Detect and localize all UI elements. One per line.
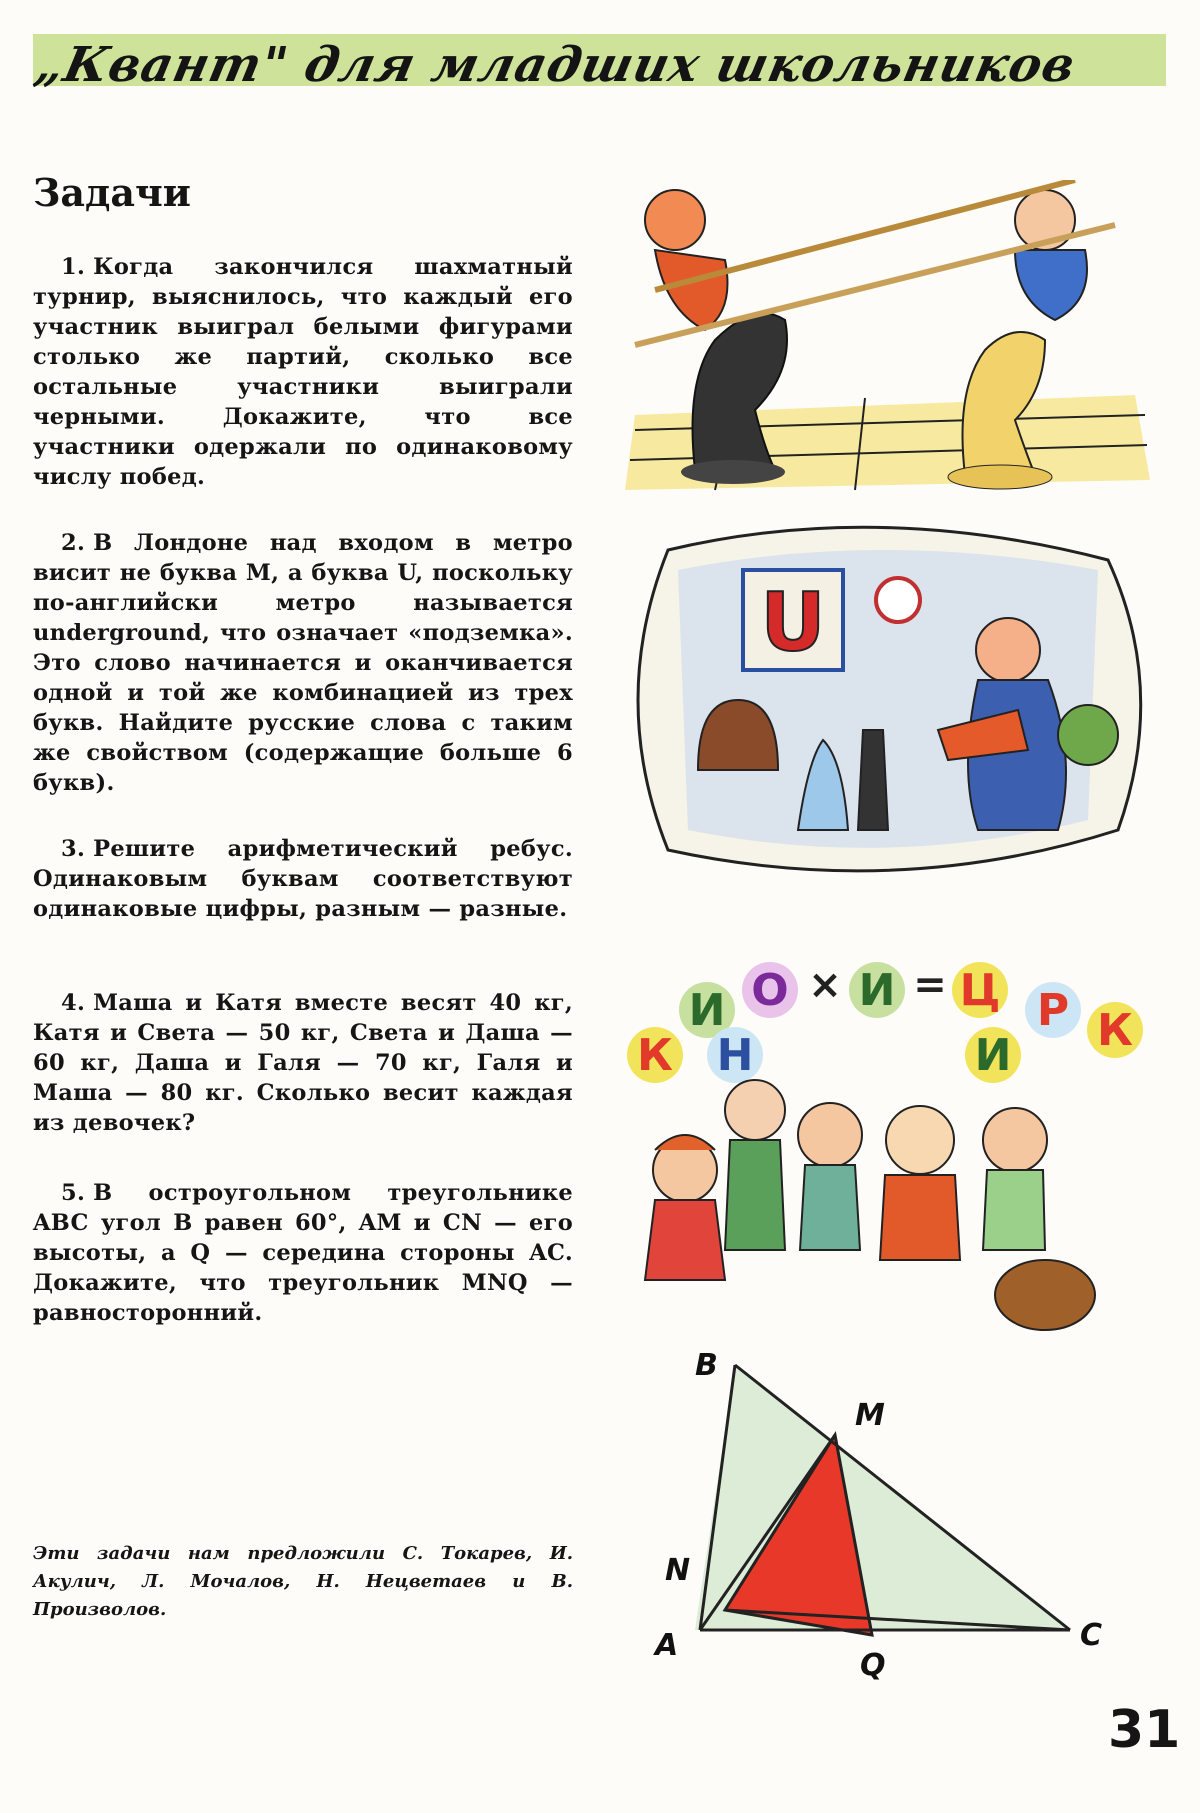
problem-number: 4.: [61, 990, 86, 1016]
rebus-letter: ×: [808, 962, 842, 1008]
rebus-letter: И: [688, 985, 726, 1036]
problem-number: 2.: [61, 530, 86, 556]
problem-number: 1.: [61, 254, 86, 280]
rebus-letter: О: [751, 965, 789, 1016]
chess-joust-illustration: [615, 180, 1155, 495]
rebus-letter: =: [913, 962, 947, 1008]
problem-text: Когда закончился шахматный турнир, выяснилось, что каждый его участник выиграл белыми фигурами столько же партий, сколько все остальные участники выиграли черными. Докажите, что все участники одержали по одинаковому числу побед.: [33, 254, 573, 490]
rebus-letter: Ц: [959, 965, 1001, 1016]
rebus-letter: Н: [716, 1030, 754, 1081]
problem-text: Маша и Катя вместе весят 40 кг, Катя и Света — 50 кг, Света и Даша — 60 кг, Даша и Галя — 70 кг, Галя и Маша — 80 кг. Сколько весит каждая из девочек?: [33, 990, 573, 1136]
underground-illustration: [608, 510, 1153, 890]
credits-note: Эти задачи нам предложили С. Токарев, И. Акулич, Л. Мочалов, Н. Нецветаев и В. Произволов.: [33, 1543, 573, 1620]
underground-sign-letter: U: [760, 576, 826, 669]
rebus-letter: Р: [1036, 985, 1070, 1036]
problem-2: [33, 528, 573, 798]
triangle-label-q: Q: [860, 1648, 886, 1683]
rebus-letter: К: [1097, 1005, 1133, 1056]
triangle-illustration: [640, 1345, 1120, 1685]
triangle-label-b: B: [695, 1348, 718, 1383]
problem-text: В Лондоне над входом в метро висит не буква M, а буква U, поскольку по-английски метро называется underground, что означает «подземка». Это слово начинается и оканчивается одной и той же комбинацией из трех букв. Найдите русские слова с таким же свойством (содержащие больше 6 букв).: [33, 530, 573, 796]
page-heading: Задачи: [33, 170, 191, 215]
problem-text: В остроугольном треугольнике ABC угол B равен 60°, AM и CN — его высоты, а Q — середина стороны AC. Докажите, что треугольник MNQ — равносторонний.: [33, 1180, 573, 1326]
triangle-label-a: A: [655, 1628, 679, 1663]
rebus-letter: И: [974, 1030, 1012, 1081]
rebus-letter: К: [637, 1030, 673, 1081]
triangle-label-c: C: [1080, 1618, 1103, 1653]
page-number: 31: [1108, 1700, 1181, 1760]
header-title: „Квант" для младших школьников: [30, 37, 1082, 93]
problem-1: [33, 252, 573, 492]
triangle-label-n: N: [665, 1553, 691, 1588]
problem-number: 5.: [61, 1180, 86, 1206]
rebus-illustration: [615, 950, 1160, 1350]
problem-5: [33, 1178, 573, 1328]
problem-4: [33, 988, 573, 1138]
problem-text: Решите арифметический ребус. Одинаковым буквам соответствуют одинаковые цифры, разным — разные.: [33, 836, 573, 922]
problem-3: [33, 834, 573, 924]
problem-number: 3.: [61, 836, 86, 862]
triangle-label-m: M: [855, 1398, 885, 1433]
rebus-letter: И: [858, 965, 896, 1016]
